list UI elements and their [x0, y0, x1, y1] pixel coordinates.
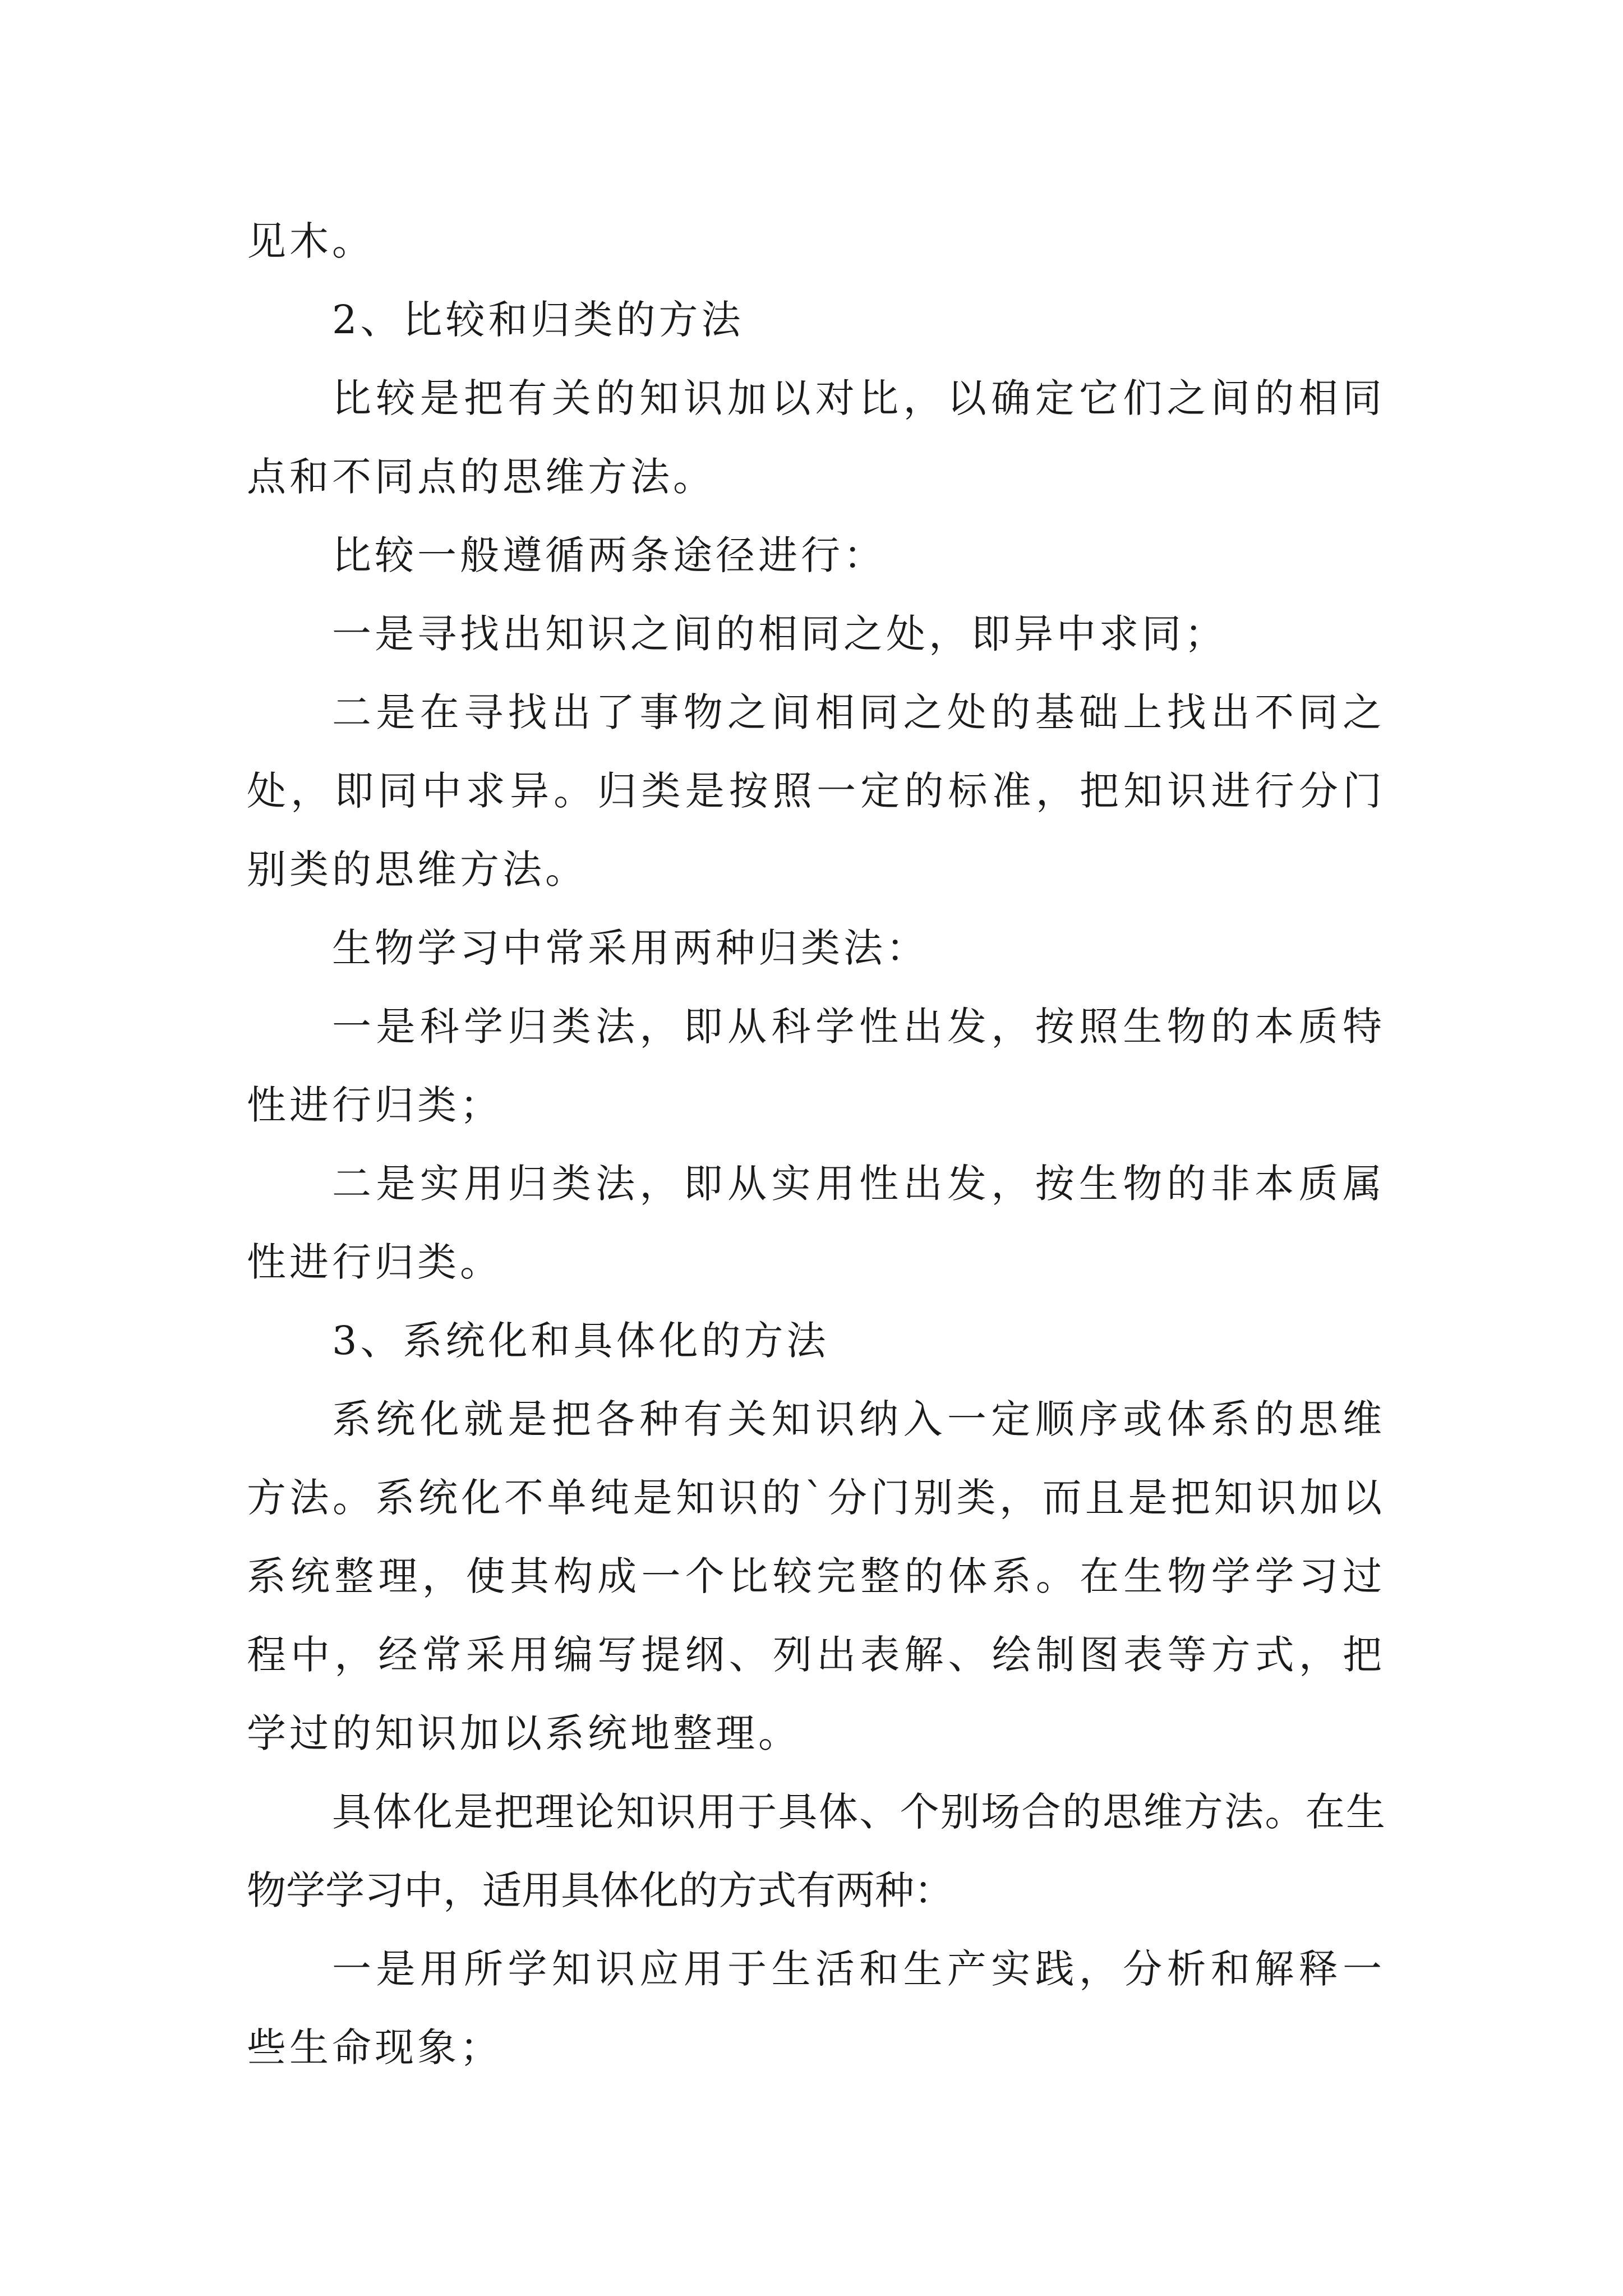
document-body: [247, 202, 1385, 2087]
paragraph: 一是用所学知识应用于生活和生产实践，分析和解释一些生命现象；: [247, 1946, 1385, 2070]
paragraph: 比较是把有关的知识加以对比，以确定它们之间的相同点和不同点的思维方法。: [247, 375, 1385, 500]
paragraph: 具体化是把理论知识用于具体、个别场合的思维方法。在生物学学习中，适用具体化的方式有两种：: [247, 1789, 1385, 1913]
paragraph: 二是在寻找出了事物之间相同之处的基础上找出不同之处，即同中求异。归类是按照一定的标准，把知识进行分门别类的思维方法。: [247, 689, 1385, 892]
paragraph: 一是寻找出知识之间的相同之处，即异中求同；: [332, 611, 1227, 657]
paragraph: 生物学习中常采用两种归类法：: [332, 925, 929, 971]
paragraph: 比较一般遵循两条途径进行：: [332, 532, 886, 578]
paragraph: 二是实用归类法，即从实用性出发，按生物的非本质属性进行归类。: [247, 1161, 1385, 1285]
section-heading: 2、比较和归类的方法: [332, 297, 744, 343]
paragraph: 系统化就是把各种有关知识纳入一定顺序或体系的思维方法。系统化不单纯是知识的`分门别类，而且是把知识加以系统整理，使其构成一个比较完整的体系。在生物学学习过程中，经常采用编写提纲、列出表解、绘制图表等方式，把学过的知识加以系统地整理。: [247, 1396, 1385, 1756]
paragraph: 一是科学归类法，即从科学性出发，按照生物的本质特性进行归类；: [247, 1004, 1385, 1128]
section-heading: 3、系统化和具体化的方法: [332, 1318, 829, 1364]
paragraph: 见木。: [247, 218, 375, 264]
